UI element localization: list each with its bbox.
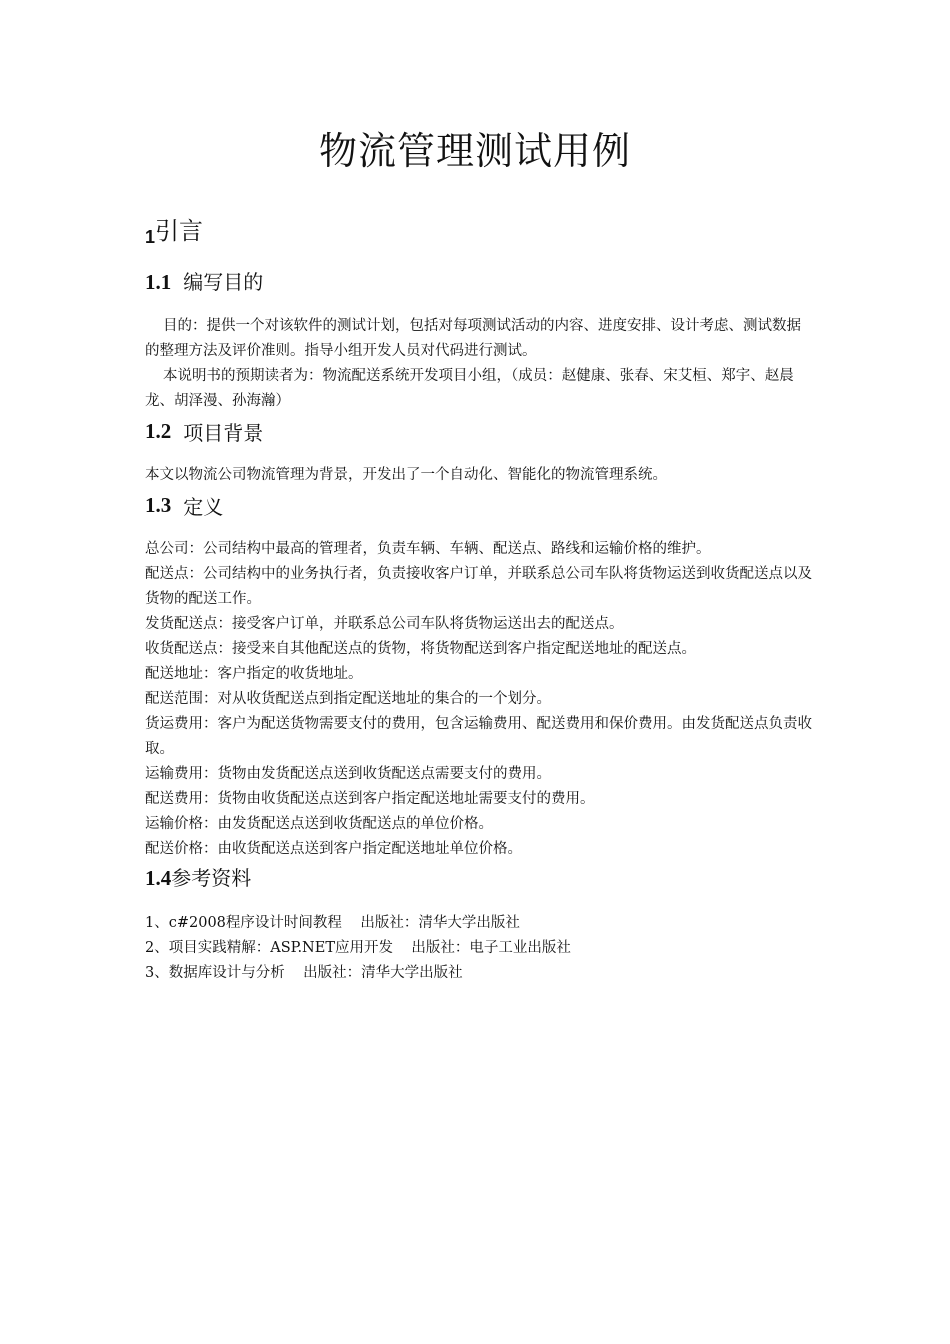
section-1-number: 1 — [145, 227, 156, 247]
section-1-2-number: 1.2 — [145, 419, 172, 443]
section-1-2-heading — [145, 417, 263, 447]
definition-item: 运输价格：由发货配送点送到收货配送点的单位价格。 — [145, 816, 493, 832]
section-1-3-title: 定义 — [183, 495, 224, 519]
section-1-title: 引言 — [155, 217, 204, 245]
section-1-1-heading — [145, 268, 263, 296]
reference-item: 1、c#2008程序设计时间教程 出版社：清华大学出版社 — [145, 915, 520, 931]
definition-item: 运输费用：货物由发货配送点送到收货配送点需要支付的费用。 — [145, 766, 551, 782]
reference-item: 3、数据库设计与分析 出版社：清华大学出版社 — [145, 965, 463, 981]
section-1-1-number: 1.1 — [145, 270, 172, 294]
definition-item: 总公司：公司结构中最高的管理者，负责车辆、车辆、配送点、路线和运输价格的维护。 — [145, 541, 711, 557]
background-paragraph: 本文以物流公司物流管理为背景，开发出了一个自动化、智能化的物流管理系统。 — [145, 467, 667, 483]
definition-item: 配送范围：对从收货配送点到指定配送地址的集合的一个划分。 — [145, 691, 551, 707]
definition-item: 配送费用：货物由收货配送点送到客户指定配送地址需要支付的费用。 — [145, 791, 595, 807]
section-1-2-title: 项目背景 — [183, 421, 264, 445]
definition-item: 配送地址：客户指定的收货地址。 — [145, 666, 363, 682]
section-1-4-number: 1.4 — [145, 866, 172, 890]
purpose-paragraph: 目的：提供一个对该软件的测试计划，包括对每项测试活动的内容、进度安排、设计考虑、测试数据的整理方法及评价准则。指导小组开发人员对代码进行测试。 — [145, 318, 801, 359]
section-1-4-title: 参考资料 — [171, 866, 252, 890]
definition-item: 配送点：公司结构中的业务执行者，负责接收客户订单，并联系总公司车队将货物运送到收货配送点以及货物的配送工作。 — [145, 566, 812, 607]
definition-item: 发货配送点：接受客户订单，并联系总公司车队将货物运送出去的配送点。 — [145, 616, 624, 632]
reference-item: 2、项目实践精解：ASP.NET应用开发 出版社：电子工业出版社 — [145, 940, 571, 956]
section-1-heading — [145, 215, 203, 253]
definition-item: 货运费用：客户为配送货物需要支付的费用，包含运输费用、配送费用和保价费用。由发货配送点负责收取。 — [145, 716, 812, 757]
references-list — [145, 911, 813, 986]
section-1-3-number: 1.3 — [145, 493, 172, 517]
readers-paragraph: 本说明书的预期读者为：物流配送系统开发项目小组，（成员：赵健康、张春、宋艾桓、郑宇、赵晨龙、胡泽漫、孙海瀚） — [145, 368, 794, 409]
definitions-list — [145, 537, 813, 862]
definition-item: 收货配送点：接受来自其他配送点的货物，将货物配送到客户指定配送地址的配送点。 — [145, 641, 696, 657]
section-1-4-heading — [145, 864, 251, 892]
section-1-3-heading — [145, 491, 223, 521]
section-1-1-title: 编写目的 — [183, 270, 264, 294]
document-title: 物流管理测试用例 — [318, 129, 631, 173]
definition-item: 配送价格：由收货配送点送到客户指定配送地址单位价格。 — [145, 841, 522, 857]
